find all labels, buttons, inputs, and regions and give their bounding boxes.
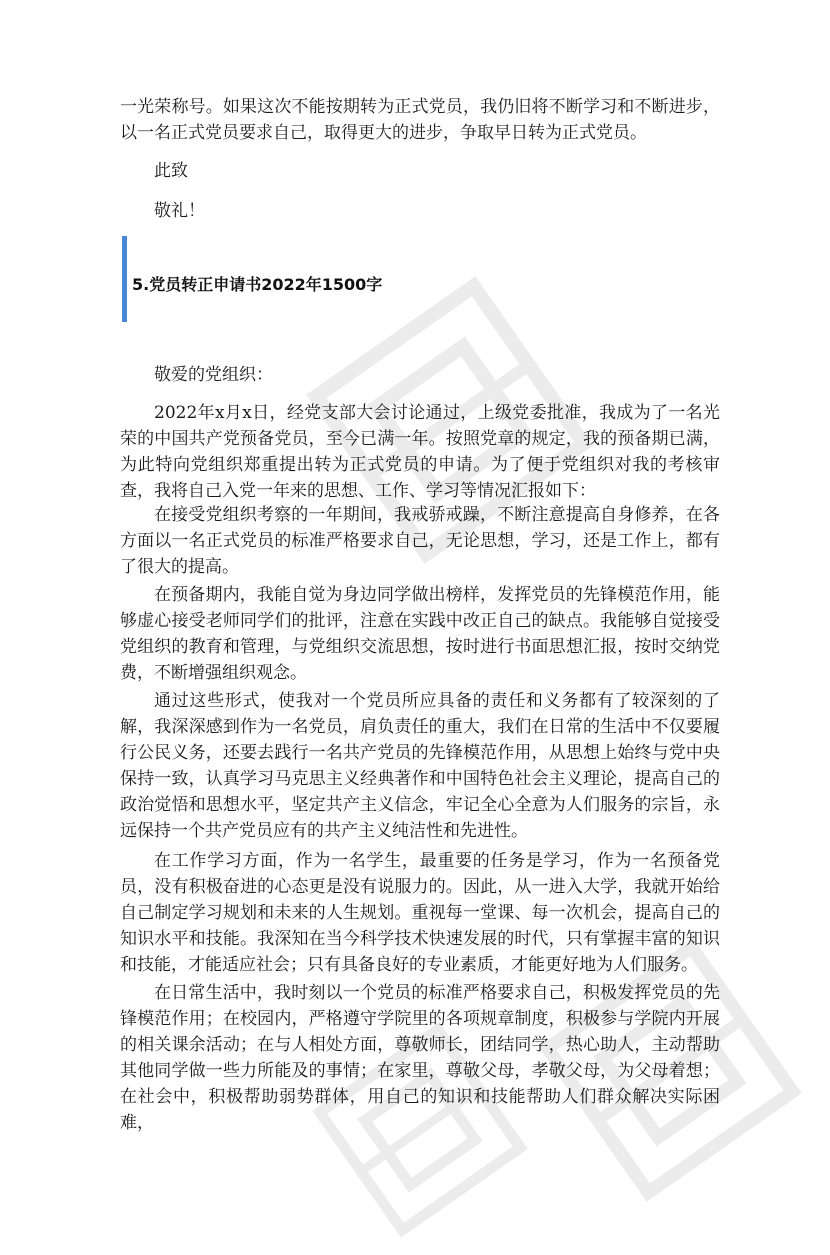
paragraph-1: 2022年x月x日，经党支部大会讨论通过，上级党委批准，我成为了一名光荣的中国共产党预备党员，至今已满一年。按照党章的规定，我的预备期已满，为此特向党组织郑重提出转为正式党员的申请。为了便于党组织对我的考核审查，我将自己入党一年来的思想、工作、学习等情况汇报如下： bbox=[120, 403, 720, 501]
salutation: 敬爱的党组织： bbox=[154, 365, 273, 385]
section-heading: 5.党员转正申请书2022年1500字 bbox=[132, 275, 383, 294]
paragraph-2: 在接受党组织考察的一年期间，我戒骄戒躁，不断注意提高自身修养，在各方面以一名正式党员的标准严格要求自己，无论思想，学习，还是工作上，都有了很大的提高。 bbox=[120, 505, 720, 577]
closing-line-1: 此致 bbox=[154, 161, 188, 181]
closing-line-2: 敬礼！ bbox=[154, 201, 205, 221]
paragraph-4: 通过这些形式，使我对一个党员所应具备的责任和义务都有了较深刻的了解，我深深感到作为一名党员，肩负责任的重大，我们在日常的生活中不仅要履行公民义务，还要去践行一名共产党员的先锋模范作用，从思想上始终与党中央保持一致，认真学习马克思主义经典著作和中国特色社会主义理论，提高自己的政治觉悟和思想水平，坚定共产主义信念，牢记全心全意为人们服务的宗旨，永远保持一个共产党员应有的共产主义纯洁性和先进性。 bbox=[120, 691, 720, 841]
paragraph-6: 在日常生活中，我时刻以一个党员的标准严格要求自己，积极发挥党员的先锋模范作用；在校园内，严格遵守学院里的各项规章制度，积极参与学院内开展的相关课余活动；在与人相处方面，尊敬师长，团结同学，热心助人，主动帮助其他同学做一些力所能及的事情；在家里，尊敬父母，孝敬父母，为父母着想；在社会中，积极帮助弱势群体，用自己的知识和技能帮助人们群众解决实际困难， bbox=[120, 983, 720, 1133]
paragraph-3: 在预备期内，我能自觉为身边同学做出榜样，发挥党员的先锋模范作用，能够虚心接受老师同学们的批评，注意在实践中改正自己的缺点。我能够自觉接受党组织的教育和管理，与党组织交流思想，按时进行书面思想汇报，按时交纳党费，不断增强组织观念。 bbox=[120, 585, 720, 683]
paragraph-continuation: 一光荣称号。如果这次不能按期转为正式党员，我仍旧将不断学习和不断进步，以一名正式党员要求自己，取得更大的进步，争取早日转为正式党员。 bbox=[120, 97, 720, 143]
paragraph-5: 在工作学习方面，作为一名学生，最重要的任务是学习，作为一名预备党员，没有积极奋进的心态更是没有说服力的。因此，从一进入大学，我就开始给自己制定学习规划和未来的人生规划。重视每一堂课、每一次机会，提高自己的知识水平和技能。我深知在当今科学技术快速发展的时代，只有掌握丰富的知识和技能，才能适应社会；只有具备良好的专业素质，才能更好地为人们服务。 bbox=[120, 851, 720, 975]
heading-accent-bar bbox=[122, 236, 127, 322]
